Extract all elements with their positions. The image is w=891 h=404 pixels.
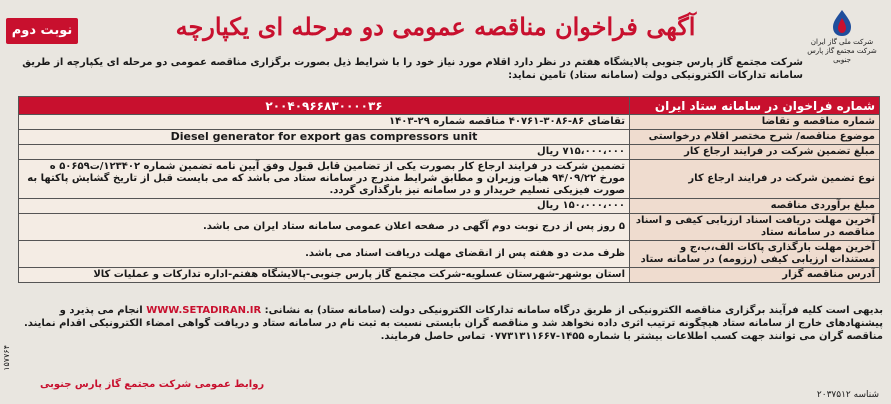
table-row: [19, 145, 880, 160]
footer-paragraph-1: [18, 304, 883, 330]
page-title: آگهی فراخوان مناقصه عمومی دو مرحله ای یکپارچه: [175, 12, 696, 41]
table-row: [19, 268, 880, 283]
row-value: ۷۱۵،۰۰۰،۰۰۰ ریال: [19, 145, 630, 160]
public-relations-signature: روابط عمومی شرکت مجتمع گاز پارس جنوبی: [40, 379, 265, 390]
table-row: [19, 160, 880, 199]
table-row: [19, 115, 880, 130]
table-row: [19, 130, 880, 145]
tender-info-table: [18, 96, 880, 283]
second-notice-badge: نوبت دوم: [6, 18, 78, 44]
row-value: ظرف مدت دو هفته پس از انقضای مهلت دریافت اسناد می باشد.: [19, 241, 630, 268]
row-value: تضمین شرکت در فرایند ارجاع کار بصورت یکی از تضامین قابل قبول وفق آیین نامه تضمین شماره ۱۲۳۴۰۲/ت۵۰۶۵۹ ه مورخ ۹۴/۰۹/۲۲ هیات وزیران و مطابق شرایط مندرج در سامانه ستاد می باشد که می بایست قبل از تاریخ گشایش پاکتها به صورت فیزیکی تسلیم خریدار و در سامانه نیز بارگذاری گردد.: [19, 160, 630, 199]
logo-caption-2: شرکت مجتمع گاز پارس جنوبی: [807, 47, 877, 64]
row-label: آدرس مناقصه گزار: [630, 268, 880, 283]
flame-logo-icon: [825, 8, 859, 38]
row-label: موضوع مناقصه/ شرح مختصر اقلام درخواستی: [630, 130, 880, 145]
row-value: استان بوشهر-شهرستان عسلویه-شرکت مجتمع گاز پارس جنوبی-پالایشگاه هفتم-اداره تدارکات و عملیات کالا: [19, 268, 630, 283]
row-label: مبلغ تضمین شرکت در فرایند ارجاع کار: [630, 145, 880, 160]
header-value: ۲۰۰۴۰۹۶۶۸۳۰۰۰۰۳۶: [19, 97, 630, 115]
table-row: [19, 214, 880, 241]
table-row: [19, 199, 880, 214]
row-value: ۵ روز پس از درج نوبت دوم آگهی در صفحه اعلان عمومی سامانه ستاد ایران می باشد.: [19, 214, 630, 241]
footer-text: انجام می پذیرد و پیشنهادهای خارج از سامانه ستاد هیچگونه ترتیب اثری داده نخواهد شد و مناقصه گران بایستی نسبت به ثبت نام در سامانه ستاد و دریافت گواهی امضاء الکترونیکی اقدام نمایند.: [24, 305, 883, 329]
row-label: آخرین مهلت دریافت اسناد ارزیابی کیفی و اسناد مناقصه در سامانه ستاد: [630, 214, 880, 241]
row-label: مبلغ برآوردی مناقصه: [630, 199, 880, 214]
footer-paragraph-2: مناقصه گران می توانند جهت کسب اطلاعات بیشتر با شماره ۱۴۵۵-۰۷۷۳۱۳۱۱۶۶۷ تماس حاصل فرمایند.: [380, 331, 883, 342]
header: [6, 4, 885, 64]
side-code: ۱۵۷۷۶۴: [2, 345, 11, 371]
website-link[interactable]: WWW.SETADIRAN.IR: [146, 305, 262, 316]
row-label: شماره مناقصه و تقاضا: [630, 115, 880, 130]
row-label: نوع تضمین شرکت در فرایند ارجاع کار: [630, 160, 880, 199]
row-value: تقاضای ۸۶-۳۰۸۶-۴۰۷۶۱ مناقصه شماره ۲۹-۱۴۰۳: [19, 115, 630, 130]
intro-paragraph: شرکت مجتمع گاز پارس جنوبی پالایشگاه هفتم در نظر دارد اقلام مورد نیاز خود را با شرایط ذیل بصورت برگزاری مناقصه عمومی دو مرحله ای یکپارچه از طریق سامانه تدارکات الکترونیکی دولت (سامانه ستاد) تامین نماید:: [22, 57, 803, 81]
footer-notes: [18, 304, 883, 343]
serial-number: شناسه ۲۰۳۷۵۱۲: [816, 390, 879, 400]
logo-caption-1: شرکت ملی گاز ایران: [810, 38, 874, 46]
table-row: [19, 241, 880, 268]
company-logo: [807, 8, 877, 65]
row-label: آخرین مهلت بارگذاری پاکات الف،ب،ج و مستندات ارزیابی کیفی (رزومه) در سامانه ستاد: [630, 241, 880, 268]
table-header-row: [19, 97, 880, 115]
row-value: ۱۵۰،۰۰۰،۰۰۰ ریال: [19, 199, 630, 214]
footer-text: بدیهی است کلیه فرآیند برگزاری مناقصه الکترونیکی از طریق درگاه سامانه تدارکات الکترونیکی دولت (سامانه ستاد) به نشانی:: [264, 305, 883, 316]
row-value: Diesel generator for export gas compressors unit: [19, 130, 630, 145]
header-label: شماره فراخوان در سامانه ستاد ایران: [630, 97, 880, 115]
